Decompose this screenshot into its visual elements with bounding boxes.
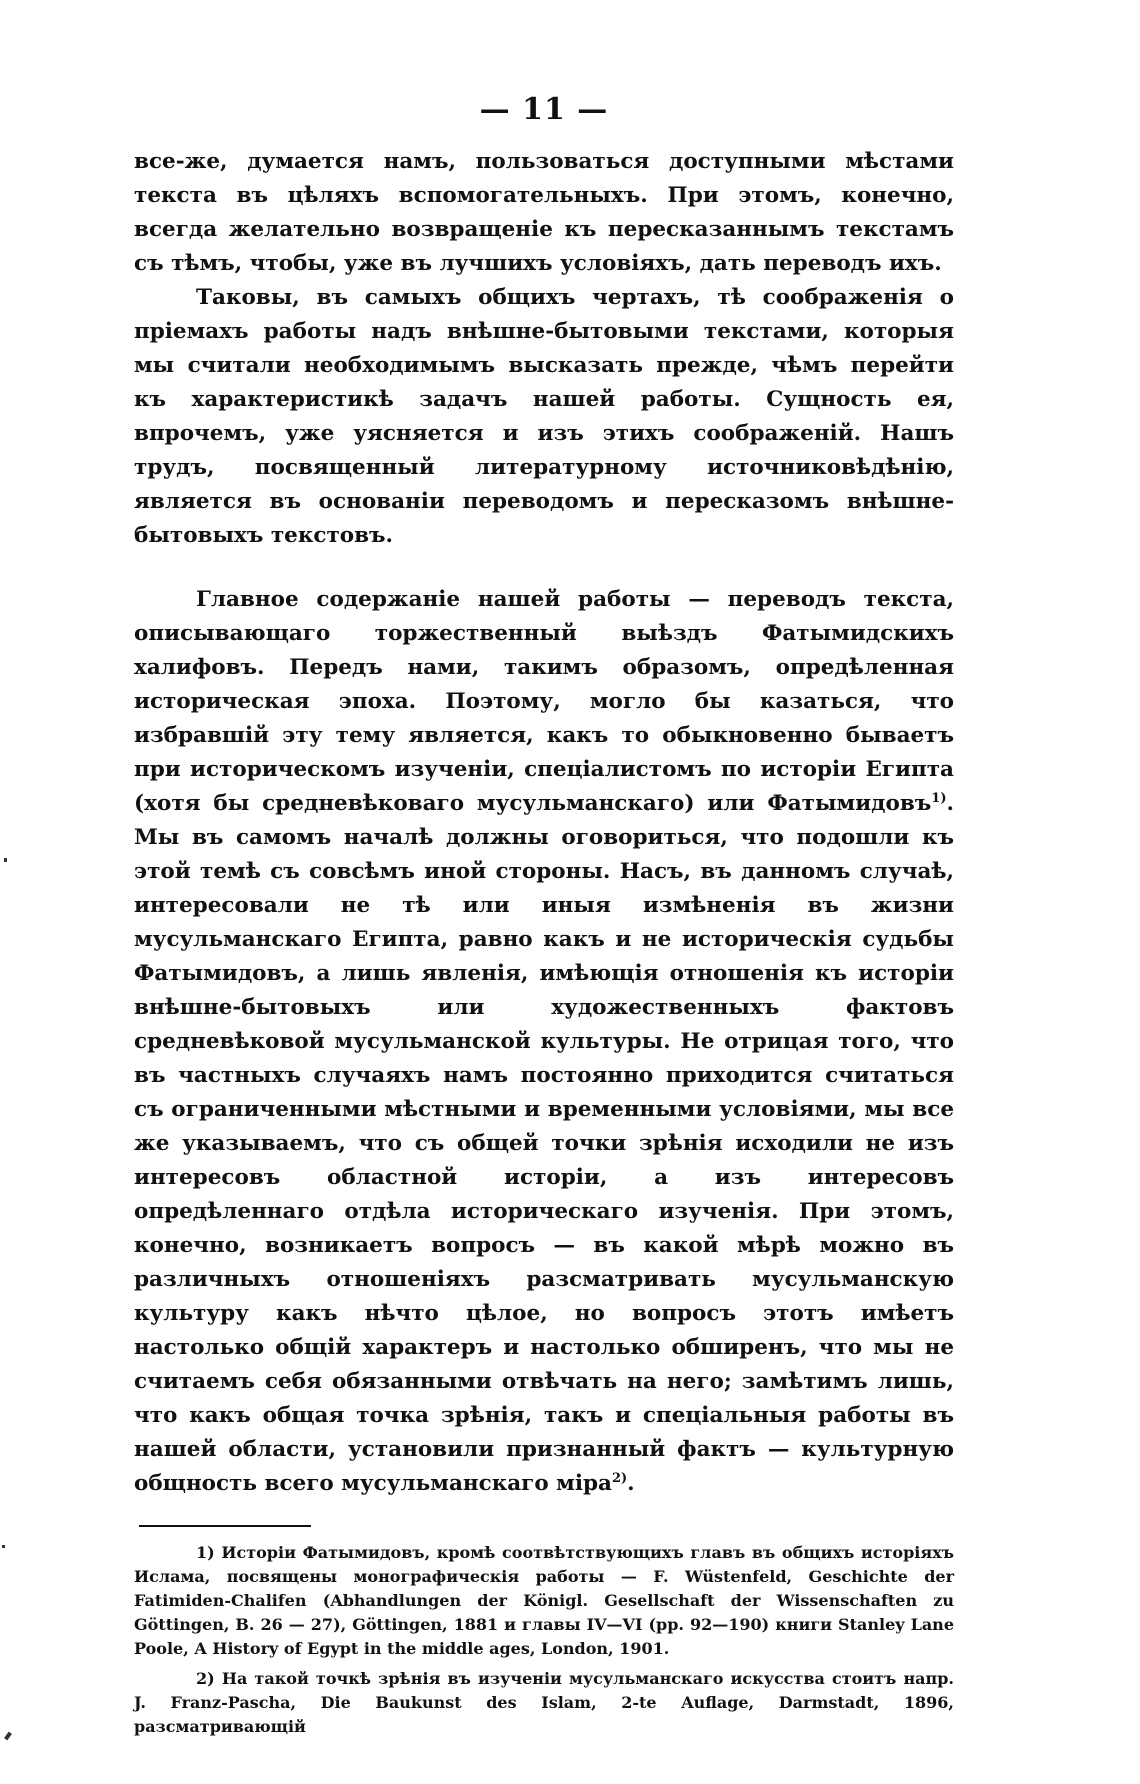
scan-mark bbox=[2, 1545, 5, 1548]
paragraph-1: все-же, думается намъ, пользоваться доступными мѣстами текста въ цѣляхъ вспомогательныхъ. При этомъ, конечно, всегда желательно возвращеніе къ пересказаннымъ текстамъ съ тѣмъ, чтобы, уже въ лучшихъ условіяхъ, дать переводъ ихъ. bbox=[134, 149, 954, 276]
page-number: — 11 — bbox=[479, 92, 609, 127]
footnote-2: 2) На такой точкѣ зрѣнія въ изученіи мусульманскаго искусства стоитъ напр. J. Franz-Pascha, Die Baukunst des Islam, 2-te Auflage, Darmstadt, 1896, разсматривающій bbox=[134, 1669, 954, 1736]
paragraph-3-text: Главное содержаніе нашей работы — переводъ текста, описывающаго торжественный выѣздъ Фатымидскихъ халифовъ. Передъ нами, такимъ образомъ, опредѣленная историческая эпоха. Поэтому, могло бы казаться, что избравшій эту тему является, какъ то обыкновенно бываетъ при историческомъ изученіи, спеціалистомъ по исторіи Египта (хотя бы средневѣковаго мусульманскаго) или Фатымидовъ bbox=[134, 587, 954, 816]
footnote-ref-1: 1) bbox=[931, 790, 947, 806]
book-page bbox=[134, 92, 954, 1739]
scan-mark bbox=[4, 1732, 12, 1741]
footnote-ref-2: 2) bbox=[611, 1470, 628, 1486]
paragraph-spacer bbox=[134, 553, 954, 583]
footnote-separator bbox=[139, 1525, 311, 1527]
paragraph-3-continued: Мы въ самомъ началѣ должны оговориться, что подошли къ этой темѣ съ совсѣмъ иной стороны. Насъ, въ данномъ случаѣ, интересовали не тѣ или иныя измѣненія въ жизни мусульманскаго Египта, равно какъ и не историческія судьбы Фатымидовъ, а лишь явленія, имѣющія отношенія къ исторіи внѣшне-бытовыхъ или художественныхъ фактовъ средневѣковой мусульманской культуры. Не отрицая того, что въ частныхъ случаяхъ намъ постоянно приходится считаться съ ограниченными мѣстными и временными условіями, мы все же указываемъ, что съ общей точки зрѣнія исходили не изъ интересовъ областной исторіи, а изъ интересовъ опредѣленнаго отдѣла историческаго изученія. При этомъ, конечно, возникаетъ вопросъ — въ какой мѣрѣ можно въ различныхъ отношеніяхъ разсматривать мусульманскую культуру какъ нѣчто цѣлое, но вопросъ этотъ имѣетъ настолько общій характеръ и настолько обширенъ, что мы не считаемъ себя обязанными отвѣчать на него; замѣтимъ лишь, что какъ общая точка зрѣнія, такъ и спеціальныя работы въ нашей области, установили признанный фактъ — культурную общность всего мусульманскаго міра bbox=[134, 825, 954, 1496]
paragraph-2: Таковы, въ самыхъ общихъ чертахъ, тѣ соображенія о пріемахъ работы надъ внѣшне-бытовыми текстами, которыя мы считали необходимымъ высказать прежде, чѣмъ перейти къ характеристикѣ задачъ нашей работы. Сущность ея, впрочемъ, уже уясняется и изъ этихъ соображеній. Нашъ трудъ, посвященный литературному источниковѣдѣнію, является въ основаніи переводомъ и пересказомъ внѣшне-бытовыхъ текстовъ. bbox=[134, 285, 954, 548]
scan-mark bbox=[4, 858, 7, 862]
footnote-1: 1) Исторіи Фатымидовъ, кромѣ соотвѣтствующихъ главъ въ общихъ исторіяхъ Ислама, посвящены монографическія работы — F. Wüstenfeld, Geschichte der Fatimiden-Chalifen (Abhandlungen der Königl. Gesellschaft der Wissenschaften zu Göttingen, B. 26 — 27), Göttingen, 1881 и главы IV—VI (pp. 92—190) книги Stanley Lane Poole, A History of Egypt in the middle ages, London, 1901. bbox=[134, 1543, 954, 1658]
paragraph-3: Главное содержаніе нашей работы — переводъ текста, описывающаго торжественный выѣздъ Фатымидскихъ халифовъ. Передъ нами, такимъ образомъ, опредѣленная историческая эпоха. Поэтому, могло бы казаться, что избравшій эту тему является, какъ то обыкновенно бываетъ при историческомъ изученіи, спеціалистомъ по исторіи Египта (хотя бы средневѣковаго мусульманскаго) или Фатымидовъ$^{1)}$. Мы въ самомъ началѣ должны оговориться, что подошли къ этой темѣ съ совсѣмъ иной стороны. Насъ, въ данномъ случаѣ, интересовали не тѣ или иныя измѣненія въ жизни мусульманскаго Египта, равно какъ и не историческія судьбы Фатымидовъ, а лишь явленія, имѣющія отношенія къ исторіи внѣшне-бытовыхъ или художественныхъ фактовъ средневѣковой мусульманской культуры. Не отрицая того, что въ частныхъ случаяхъ намъ постоянно приходится считаться съ ограниченными мѣстными и временными условіями, мы все же указываемъ, что съ общей точки зрѣнія исходили не изъ интересовъ областной исторіи, а изъ интересовъ опредѣленнаго отдѣла историческаго изученія. При этомъ, конечно, возникаетъ вопросъ — въ какой мѣрѣ можно въ различныхъ отношеніяхъ разсматривать мусульманскую культуру какъ нѣчто цѣлое, но вопросъ этотъ имѣетъ настолько общій характеръ и настолько обширенъ, что мы не считаемъ себя обязанными отвѣчать на него; замѣтимъ лишь, что какъ общая точка зрѣнія, такъ и спеціальныя работы въ нашей области, установили признанный фактъ — культурную общность всего мусульманскаго міра$^{2)}$. bbox=[134, 587, 954, 1496]
paragraph-3-end: . bbox=[627, 1471, 635, 1496]
